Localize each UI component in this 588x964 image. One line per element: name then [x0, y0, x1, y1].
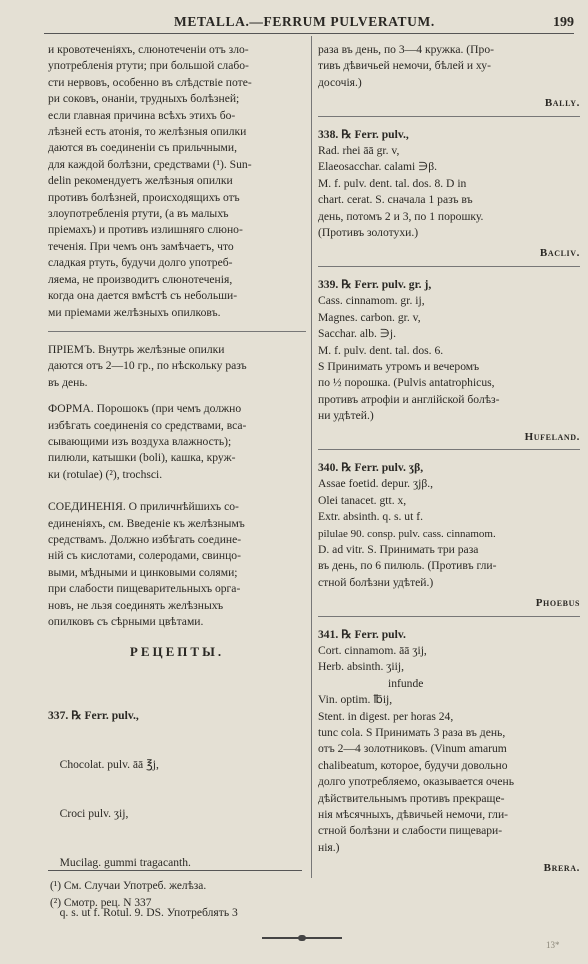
recipe-line: Olei tanacet. gtt. x,	[318, 493, 407, 507]
signature-brera: Brera.	[543, 862, 580, 875]
text-line: даются въ соединеніи съ прильчными,	[48, 141, 237, 155]
recipe-line: нія.)	[318, 840, 340, 854]
text-line: ри соковъ, онаніи, трудныхъ болѣзней;	[48, 92, 240, 106]
text-line: сывающими изъ воздуха влажность);	[48, 434, 232, 448]
text-line: употребленія ртути; при большой слабо-	[48, 59, 249, 73]
recipe-line: chalibeatum, которое, будучи довольно	[318, 758, 508, 772]
text-line: средствамъ. Должно избѣгать соедине-	[48, 532, 242, 546]
recipe-line: день, потомъ 2 и 3, по 1 порошку.	[318, 209, 484, 223]
section-rule	[318, 449, 580, 450]
footnote: (¹) См. Случаи Употреб. желѣза.	[50, 880, 207, 892]
paragraph-combinations	[48, 499, 306, 630]
recipe-line: 338. ℞ Ferr. pulv.,	[318, 127, 409, 141]
ornament-dot	[298, 935, 306, 941]
recipe-line: въ день, по 6 пилюль. (Противъ гли-	[318, 559, 497, 573]
text-line: если главная причина всѣхъ этихъ бо-	[48, 108, 236, 122]
signature-phoebus: Phoebus	[535, 597, 580, 610]
text-line: досочія.)	[318, 75, 362, 89]
recipe-line: противъ атрофіи и англійской болѣз-	[318, 392, 500, 406]
text-line: избѣгать соединенія со средствами, вса-	[48, 418, 247, 432]
recipe-line: Chocolat. pulv. āā ℥j,	[48, 757, 159, 771]
recipe-line: S Принимать утромъ и вечеромъ	[318, 359, 480, 373]
signature-bacliv: Bacliv.	[539, 247, 580, 260]
paragraph-dosage	[48, 342, 306, 391]
text-line: выми, мѣдными и цинковыми солями;	[48, 565, 238, 579]
recipe-line: ни удѣтей.)	[318, 409, 374, 423]
text-line: ній съ кислотами, солеродами, свинцо-	[48, 549, 241, 563]
section-rule	[48, 331, 306, 332]
text-line: злоупотребленія ртути, (а въ малыхъ	[48, 207, 229, 221]
header-rule	[44, 33, 574, 34]
section-rule	[318, 616, 580, 617]
ornament-divider	[262, 935, 342, 941]
text-line: для каждой болѣзни, средствами (¹). Sun-	[48, 157, 252, 171]
right-column	[318, 42, 580, 881]
signature-mark: 13*	[546, 940, 560, 950]
recipe-line: 341. ℞ Ferr. pulv.	[318, 627, 406, 641]
text-line: сти нервовъ, особенно въ слѣдствіе поте-	[48, 75, 252, 89]
page-number: 199	[553, 15, 574, 30]
text-line: даются отъ 2—10 гр., по нѣскольку разъ	[48, 359, 247, 373]
recipe-line: Cort. cinnamom. āā ʒij,	[318, 644, 427, 657]
recipe-line: Herb. absinth. ʒiij,	[318, 660, 404, 674]
text-line: лѣзней есть атонія, то желѣзныя опилки	[48, 125, 247, 139]
recipe-line: стной болѣзни и слабости пищевари-	[318, 824, 503, 838]
recipe-line: Sacchar. alb. ∋j.	[318, 327, 397, 341]
recipe-line: Cass. cinnamom. gr. ij,	[318, 294, 425, 308]
recipe-line: (Противъ золотухи.)	[318, 226, 419, 240]
recipe-340	[318, 460, 580, 591]
recipe-line: q. s. ut f. Rotul. 9. DS. Употреблять 3	[48, 905, 238, 919]
recipe-339	[318, 277, 580, 425]
recipes-heading: РЕЦЕПТЫ.	[129, 644, 225, 660]
recipe-341	[318, 627, 580, 857]
recipe-line: tunc cola. S Принимать 3 раза въ день,	[318, 726, 506, 740]
paragraph-indications	[48, 42, 306, 321]
recipe-line: стной болѣзни удѣтей.)	[318, 575, 434, 589]
recipe-line: 340. ℞ Ferr. pulv. ʒβ,	[318, 460, 424, 474]
text-line: опилковъ съ сѣрными цвѣтами.	[48, 615, 204, 628]
recipe-line: Rad. rhei āā gr. v,	[318, 144, 400, 158]
text-line: сладкая ртуть, будучи долго употреб-	[48, 256, 233, 270]
text-line: въ день.	[48, 375, 88, 389]
footnote: (²) Смотр. рец. N 337	[50, 897, 152, 909]
paragraph-form	[48, 401, 306, 483]
text-line: ми пріемами желѣзныхъ опилковъ.	[48, 305, 221, 319]
text-line: ФОРМА. Порошокъ (при чемъ должно	[48, 402, 242, 416]
recipe-line: M. f. pulv. dent. tal. dos. 6.	[318, 343, 444, 357]
recipe-line: Assae foetid. depur. ʒjβ.,	[318, 477, 434, 491]
recipe-line: Mucilag. gummi tragacanth.	[48, 856, 191, 870]
recipe-line: D. ad vitr. S. Принимать три раза	[318, 542, 479, 556]
signature-bally: Bally.	[544, 97, 580, 110]
recipe-line: pilulae 90. consp. pulv. cass. cinnamom.	[318, 527, 496, 540]
text-line: ПРІЕМЪ. Внутрь желѣзные опилки	[48, 342, 225, 356]
recipe-line: 339. ℞ Ferr. pulv. gr. j,	[318, 277, 432, 291]
recipe-line: нія мѣсячныхъ, дѣвичьей немочи, гли-	[318, 808, 509, 822]
section-rule	[318, 266, 580, 267]
column-divider	[311, 36, 312, 878]
recipe-line: долго употребляемо, оказывается очень	[318, 775, 515, 789]
signature-hufeland: Hufeland.	[524, 430, 580, 443]
text-line: противъ болѣзней, происходящихъ отъ	[48, 190, 240, 204]
running-head	[44, 14, 574, 31]
text-line: пилюли, катышки (boli), кашка, круж-	[48, 451, 236, 465]
recipe-line: отъ 2—4 золотниковъ. (Vinum amarum	[318, 742, 507, 756]
text-line: тивъ дѣвичьей немочи, бѣлей и ху-	[318, 59, 491, 73]
text-line: раза въ день, по 3—4 кружка. (Про-	[318, 43, 494, 56]
text-line: пріемахъ) и противъ излишняго слюно-	[48, 223, 243, 237]
recipe-line: по ½ порошка. (Pulvis antatrophicus,	[318, 376, 495, 390]
recipe-line: Elaeosacchar. calami ∋β.	[318, 160, 437, 174]
text-line: теченія. При чемъ онъ замѣчаетъ, что	[48, 239, 234, 253]
text-line: и кровотеченіяхъ, слюнотеченіи отъ зло-	[48, 43, 249, 56]
recipe-line: infunde	[388, 676, 424, 690]
recipe-line: Vin. optim. ℔ij,	[318, 693, 393, 707]
recipe-line: Extr. absinth. q. s. ut f.	[318, 510, 423, 524]
recipe-line: M. f. pulv. dent. tal. dos. 8. D in	[318, 176, 467, 190]
recipe-line: дѣйствительнымъ противъ прекраще-	[318, 791, 505, 805]
footnote-rule	[48, 870, 302, 871]
recipe-337-continued	[318, 42, 580, 91]
text-line: delin рекомендуетъ желѣзныя опилки	[48, 174, 233, 188]
recipe-line: 337. ℞ Ferr. pulv.,	[48, 708, 139, 722]
text-line: при слабости пищеварительныхъ орга-	[48, 582, 241, 596]
recipe-line: Stent. in digest. per horas 24,	[318, 709, 454, 723]
recipe-338	[318, 127, 580, 242]
section-rule	[318, 116, 580, 117]
text-line: единеніяхъ, см. Введеніе къ желѣзнымъ	[48, 516, 245, 530]
recipe-line: Magnes. carbon. gr. v,	[318, 310, 421, 324]
recipe-line: chart. cerat. S. сначала 1 разъ въ	[318, 193, 473, 207]
text-line: когда она дается вмѣстѣ съ небольши-	[48, 289, 238, 303]
left-column	[48, 42, 306, 964]
footnotes	[48, 878, 206, 912]
text-line: ки (rotulae) (²), trochsci.	[48, 467, 163, 481]
recipe-line: Croci pulv. ʒij,	[48, 807, 129, 821]
text-line: новъ, не льзя соединять желѣзныхъ	[48, 598, 224, 612]
text-line: СОЕДИНЕНІЯ. О приличнѣйшихъ со-	[48, 500, 239, 514]
running-title: METALLA.—FERRUM PULVERATUM.	[174, 14, 435, 29]
text-line: ляема, не производитъ слюнотеченія,	[48, 272, 233, 286]
